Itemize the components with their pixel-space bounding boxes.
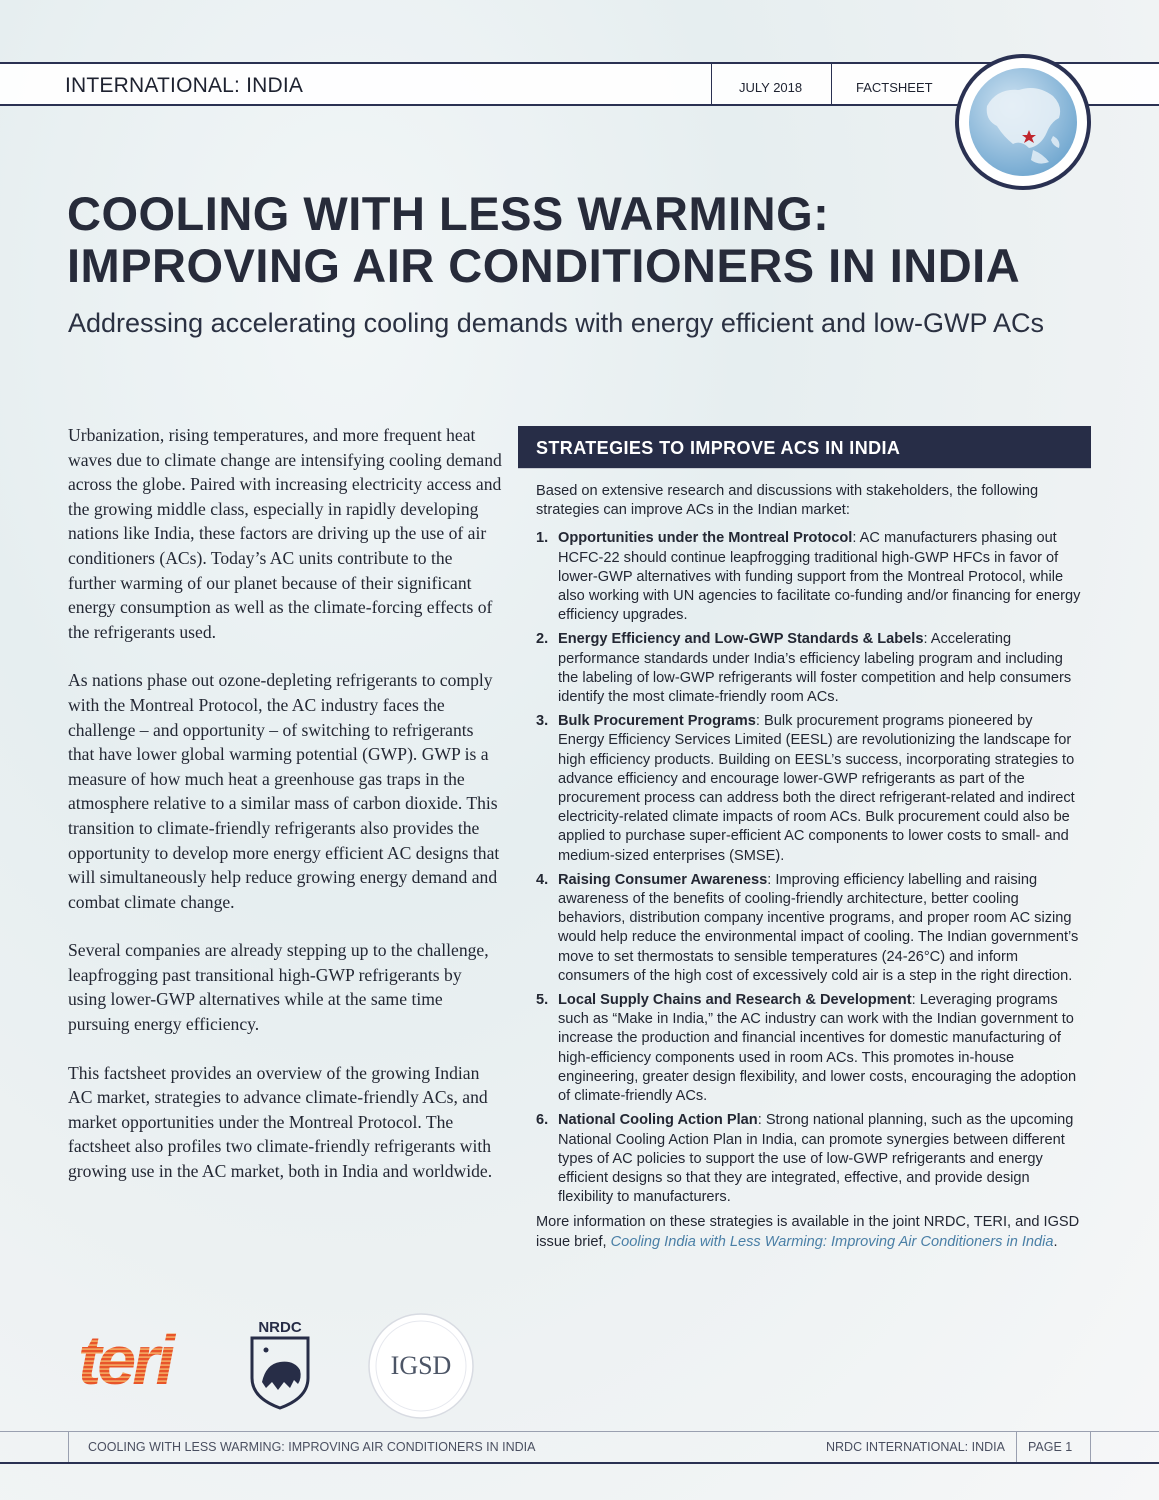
header-date: JULY 2018: [739, 80, 803, 95]
strategy-number: 6.: [536, 1112, 549, 1129]
outro-end: .: [1053, 1233, 1058, 1250]
strategy-item: [536, 991, 1081, 1106]
footer-divider: [68, 1431, 69, 1462]
igsd-wordmark: IGSD: [390, 1351, 452, 1380]
strategy-text: : Accelerating performance standards under India’s efficiency labeling program and including the labeling of low-GWP refrigerants will foster competition and help consumers identify the most climate-friendly room ACs.: [558, 631, 1072, 706]
strategies-heading: STRATEGIES TO IMPROVE ACS IN INDIA: [518, 426, 1091, 468]
strategy-text: : Strong national planning, such as the upcoming National Cooling Action Plan in India, can promote synergies between different types of AC policies to support the use of low-GWP refrigerants and energy efficient designs so that they are integrated, effective, and provide design flexibility to manufacturers.: [558, 1112, 1074, 1206]
strategies-list: [536, 529, 1081, 1207]
strategy-lead: National Cooling Action Plan: [558, 1112, 758, 1129]
strategies-divider: [518, 468, 1091, 469]
page-title: [67, 188, 1107, 292]
globe-asia-icon: [955, 54, 1091, 190]
strategy-number: 4.: [536, 871, 549, 888]
strategy-lead: Raising Consumer Awareness: [558, 871, 768, 888]
body-paragraph: As nations phase out ozone-depleting refrigerants to comply with the Montreal Protocol, the AC industry faces the challenge – and opportunity – of switching to refrigerants that have lower global warming potential (GWP). GWP is a measure of how much heat a greenhouse gas traps in the atmosphere relative to a similar mass of carbon dioxide. This transition to climate-friendly refrigerants also provides the opportunity to develop more energy efficient AC designs that will simultaneously help reduce growing energy demand and combat climate change.: [68, 670, 500, 912]
strategy-lead: Local Supply Chains and Research & Development: [558, 992, 912, 1009]
strategy-item: [536, 1111, 1081, 1207]
teri-logo: [76, 1322, 198, 1399]
strategy-number: 5.: [536, 992, 549, 1009]
header-section-label: INTERNATIONAL: INDIA: [65, 74, 304, 97]
strategies-intro: Based on extensive research and discussions with stakeholders, the following strategies can improve ACs in the Indian market:: [536, 483, 1039, 519]
strategy-item: [536, 630, 1081, 707]
strategies-outro: [536, 1213, 1081, 1251]
strategy-number: 1.: [536, 530, 549, 547]
strategy-text: : Leveraging programs such as “Make in India,” the AC industry can work with the Indian government to increase the production and financial incentives for domestic manufacturing of high-efficiency components used in room ACs. This promotes in-house engineering, greater design flexibility, and lower costs, encouraging the adoption of climate-friendly ACs.: [558, 992, 1077, 1105]
strategy-lead: Bulk Procurement Programs: [558, 713, 756, 730]
nrdc-logo: [244, 1318, 316, 1415]
footer-bottom-rule: [0, 1462, 1159, 1464]
footer-divider: [1016, 1431, 1017, 1462]
header-divider: [711, 64, 712, 104]
strategy-text: : Bulk procurement programs pioneered by Energy Efficiency Services Limited (EESL) are revolutionizing the landscape for high efficiency products. Building on EESL’s success, incorporating strategies to advance efficiency and encourage lower-GWP refrigerants as part of the procurement process can address both the direct refrigerant-related and indirect electricity-related climate impacts of room ACs. Bulk procurement could also be applied to purchase super-efficient AC components to lower costs to small- and medium-sized enterprises (SMSE).: [558, 713, 1075, 864]
issue-brief-link[interactable]: Cooling India with Less Warming: Improving Air Conditioners in India: [610, 1233, 1054, 1250]
body-paragraph: This factsheet provides an overview of the growing Indian AC market, strategies to advance climate-friendly ACs, and market opportunities under the Montreal Protocol. The factsheet also profiles two climate-friendly refrigerants with growing use in the AC market, both in India and worldwide.: [68, 1062, 493, 1182]
strategy-number: 3.: [536, 713, 549, 730]
body-column: [68, 423, 503, 1208]
header-doc-type: FACTSHEET: [856, 80, 933, 95]
strategy-number: 2.: [536, 631, 549, 648]
footer-doc-title: COOLING WITH LESS WARMING: IMPROVING AIR CONDITIONERS IN INDIA: [88, 1440, 536, 1454]
title-line-1: COOLING WITH LESS WARMING:: [67, 187, 830, 240]
body-paragraph: Urbanization, rising temperatures, and more frequent heat waves due to climate change are intensifying cooling demand across the globe. Paired with increasing electricity access and the growing middle class, especially in rapidly developing nations like India, these factors are driving up the use of air conditioners (ACs). Today’s AC units contribute to the further warming of our planet because of their significant energy consumption as well as the climate-forcing effects of the refrigerants used.: [68, 425, 502, 642]
outro-text: More information on these strategies is available in the joint NRDC, TERI, and IGSD issue brief,: [536, 1214, 1080, 1250]
igsd-logo: [365, 1310, 477, 1427]
header-divider: [831, 64, 832, 104]
strategy-item: [536, 529, 1081, 625]
nrdc-wordmark: NRDC: [258, 1319, 302, 1336]
footer-top-rule: [0, 1431, 1159, 1432]
teri-wordmark: teri: [78, 1322, 171, 1394]
strategy-item: [536, 712, 1081, 866]
body-paragraph: Several companies are already stepping up to the challenge, leapfrogging past transitional high-GWP refrigerants by using lower-GWP alternatives while at the same time pursuing energy efficiency.: [68, 940, 489, 1035]
strategy-item: [536, 871, 1081, 986]
footer-page-number: PAGE 1: [1028, 1440, 1073, 1454]
footer-org: NRDC INTERNATIONAL: INDIA: [826, 1440, 1005, 1454]
strategy-lead: Energy Efficiency and Low-GWP Standards & Labels: [558, 631, 924, 648]
footer-divider: [1090, 1431, 1091, 1462]
title-line-2: IMPROVING AIR CONDITIONERS IN INDIA: [67, 239, 1021, 292]
strategies-panel: [536, 482, 1081, 1252]
strategy-lead: Opportunities under the Montreal Protocol: [558, 530, 853, 547]
strategy-text: : Improving efficiency labelling and raising awareness of the benefits of cooling-friendly architecture, better cooling behaviors, distribution company incentive programs, and proper room AC sizing would help reduce the environmental impact of cooling. The Indian government’s move to set thermostats to sensible temperatures (24-26°C) and inform consumers of the high cost of excessively cold air is a step in the right direction.: [558, 871, 1079, 984]
strategy-text: : AC manufacturers phasing out HCFC-22 should continue leapfrogging traditional high-GWP HFCs in favor of lower-GWP alternatives with funding support from the Montreal Protocol, while also working with UN agencies to facilitate co-funding and/or financing for energy efficiency upgrades.: [558, 530, 1081, 624]
page-subtitle: Addressing accelerating cooling demands with energy efficient and low-GWP ACs: [68, 308, 1045, 338]
